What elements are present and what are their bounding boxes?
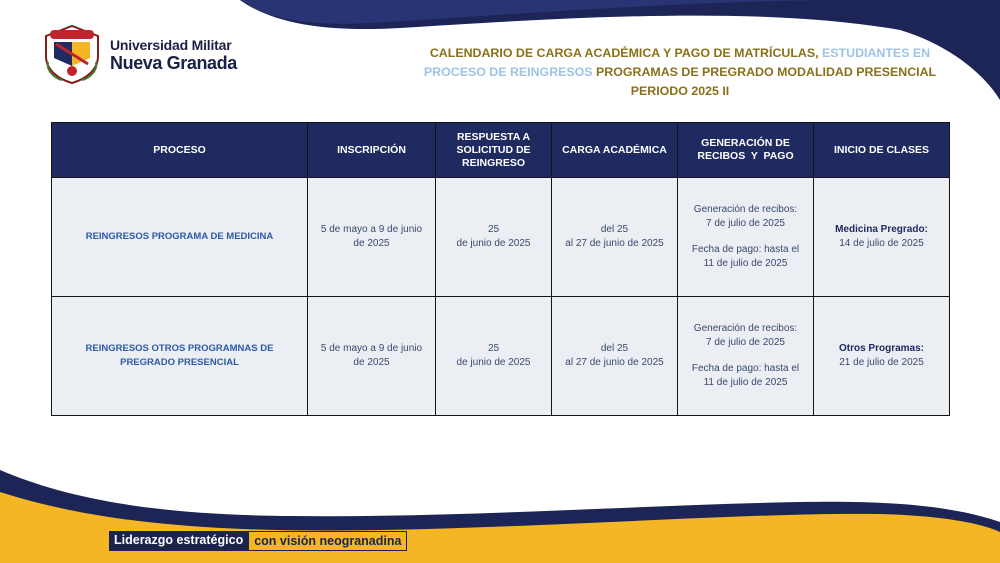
header-proceso: PROCESO (52, 123, 308, 178)
slogan-part-1: Liderazgo estratégico (109, 531, 248, 551)
cell-recibos-pago: Generación de recibos: 7 de julio de 2025 Fecha de pago: hasta el 11 de julio de 2025 (678, 297, 814, 416)
cell-inicio: Otros Programas: 21 de julio de 2025 (814, 297, 950, 416)
page-title (410, 44, 950, 101)
header-recibos: GENERACIÓN DE RECIBOS Y PAGO (678, 123, 814, 178)
cell-carga: del 25 al 27 de junio de 2025 (552, 178, 678, 297)
university-shield-icon (40, 24, 104, 84)
cell-respuesta: 25 de junio de 2025 (436, 178, 552, 297)
title-part-1: CALENDARIO DE CARGA ACADÉMICA Y PAGO DE MATRÍCULAS, (429, 46, 819, 60)
cell-proceso: REINGRESOS PROGRAMA DE MEDICINA (52, 178, 308, 297)
logo-line-2: Nueva Granada (110, 53, 237, 73)
cell-inscripcion: 5 de mayo a 9 de junio de 2025 (308, 178, 436, 297)
table-header-row (52, 123, 950, 178)
header-inscripcion: INSCRIPCIÓN (308, 123, 436, 178)
cell-respuesta: 25 de junio de 2025 (436, 297, 552, 416)
cell-recibos-pago: Generación de recibos: 7 de julio de 2025 Fecha de pago: hasta el 11 de julio de 2025 (678, 178, 814, 297)
cell-proceso: REINGRESOS OTROS PROGRAMNAS DE PREGRADO PRESENCIAL (52, 297, 308, 416)
header-inicio: INICIO DE CLASES (814, 123, 950, 178)
university-logo (40, 24, 240, 84)
header-carga: CARGA ACADÉMICA (552, 123, 678, 178)
cell-inscripcion: 5 de mayo a 9 de junio de 2025 (308, 297, 436, 416)
title-part-2: ESTUDIANTES EN PROCESO DE REINGRESOS (423, 46, 931, 79)
table-row (52, 178, 950, 297)
cell-inicio: Medicina Pregrado: 14 de julio de 2025 (814, 178, 950, 297)
calendar-table (51, 122, 950, 416)
slogan-banner (109, 531, 407, 551)
logo-line-1: Universidad Militar (110, 37, 232, 53)
cell-carga: del 25 al 27 de junio de 2025 (552, 297, 678, 416)
slogan-part-2: con visión neogranadina (248, 531, 407, 551)
title-part-3: PROGRAMAS DE PREGRADO MODALIDAD PRESENCIAL PERIODO 2025 II (596, 65, 937, 98)
table-row (52, 297, 950, 416)
header-respuesta: RESPUESTA A SOLICITUD DE REINGRESO (436, 123, 552, 178)
